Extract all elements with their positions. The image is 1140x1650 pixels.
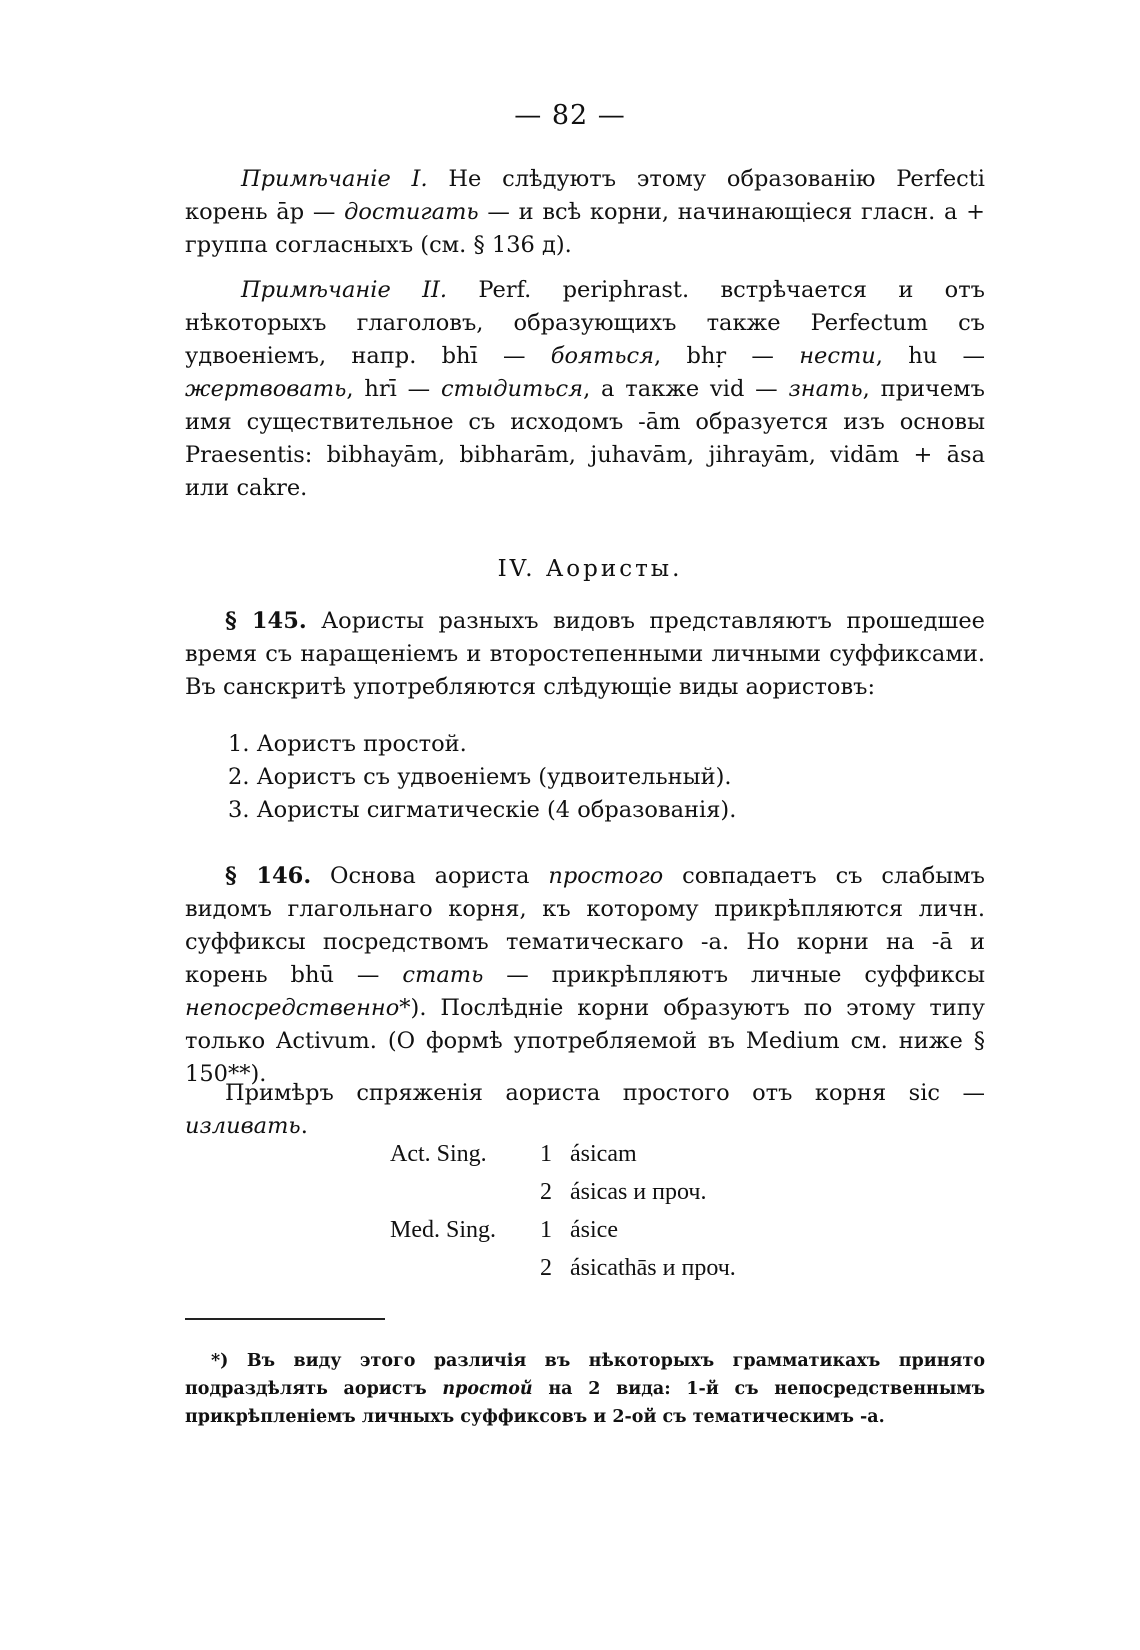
paradigm-form: ásicam [570,1141,637,1167]
section-145 [185,605,985,704]
note-1-paragraph [185,163,985,262]
footnote-divider [185,1318,385,1320]
note-2 [185,274,985,505]
text-run: Perf. periphrast. встрѣчается и отъ нѣкоторыхъ глаголовъ, образующихъ также Perfectum съ удвоеніемъ, напр. bhī — [185,277,985,369]
section-number: § 146. [225,863,312,889]
paradigm-form: ásicas и проч. [570,1179,707,1205]
text-run: , bhṛ — [654,343,800,369]
example-paragraph [185,1077,985,1143]
text-run: , hrī — [346,376,441,402]
paradigm-form: ásice [570,1217,618,1243]
example-intro [185,1077,985,1143]
text-run: *) Въ виду этого различія въ нѣкоторыхъ грамматикахъ принято подраздѣлять аористъ [185,1351,985,1399]
text-run: , а также vid — [583,376,789,402]
text-run: — и всѣ корни, начинающіеся гласн. a + группа согласныхъ (см. § 136 д). [185,199,985,258]
text-run: . [300,1113,308,1139]
paradigm-person: 1 [540,1217,552,1243]
gloss: достигать [344,199,479,225]
paradigm-row [390,1249,810,1287]
note-2-paragraph [185,274,985,505]
gloss: непосредственно [185,995,400,1021]
gloss: простого [548,863,664,889]
paradigm-person: 1 [540,1141,552,1167]
text-run: совпадаетъ съ слабымъ видомъ глагольнаго корня, къ которому прикрѣпляются личн. суффиксы посредствомъ тематическаго -a. Но корни на -ā и корень bhū — [185,863,985,988]
list-item: 2. Аористъ съ удвоеніемъ (удвоительный). [228,764,732,790]
paradigm-form: ásicathās и проч. [570,1255,736,1281]
gloss: стыдиться [440,376,584,402]
text-run: Основа аориста [311,863,549,889]
paradigm-person: 2 [540,1179,552,1205]
section-heading: IV. Аористы. [497,556,683,582]
paradigm-label: Act. Sing. [390,1141,487,1167]
note-1-label: Примѣчаніе I. [241,166,428,192]
text-run: Примѣръ спряженія аориста простого отъ корня sic — [225,1080,985,1106]
paradigm-label: Med. Sing. [390,1217,497,1243]
note-2-label: Примѣчаніе II. [241,277,448,303]
list-item: 1. Аористъ простой. [228,731,467,757]
text-run: Не слѣдуютъ этому образованію Perfecti корень āp — [185,166,985,225]
paradigm-row [390,1135,810,1173]
gloss: знать [788,376,863,402]
gloss: изливать [185,1113,301,1139]
note-1 [185,163,985,262]
text-run: Аористы разныхъ видовъ представляютъ прошедшее время съ наращеніемъ и второстепенными личными суффиксами. Въ санскритѣ употребляются слѣдующіе виды аористовъ: [185,608,985,700]
text-run: на 2 вида: 1-й съ непосредственнымъ прикрѣпленіемъ личныхъ суффиксовъ и 2-ой съ тематическимъ -a. [185,1379,985,1427]
section-number: § 145. [225,608,307,634]
gloss: бояться [550,343,655,369]
gloss: нести [799,343,876,369]
page-number: — 82 — [514,100,626,131]
conjugation-paradigm [390,1135,810,1287]
gloss: жертвовать [185,376,347,402]
paradigm-row [390,1173,810,1211]
text-run: , причемъ имя существительное съ исходомъ -ām образуется изъ основы Praesentis: bibhayām, bibharām, juhavām, jihrayām, vidām + āsa или cakre. [185,376,985,501]
section-146-paragraph [185,860,985,1091]
gloss: простой [442,1379,533,1399]
footnote-paragraph [185,1347,985,1431]
aorist-types-list [228,728,736,827]
text-run: — прикрѣпляютъ личные суффиксы [483,962,986,988]
section-145-paragraph [185,605,985,704]
list-item: 3. Аористы сигматическіе (4 образованія). [228,797,737,823]
paradigm-row [390,1211,810,1249]
footnote [185,1347,985,1431]
text-run: *). Послѣдніе корни образуютъ по этому типу только Activum. (О формѣ употребляемой въ Medium см. ниже § 150**). [185,995,985,1087]
text-run: , hu — [875,343,985,369]
paradigm-person: 2 [540,1255,552,1281]
section-146 [185,860,985,1091]
gloss: стать [402,962,484,988]
